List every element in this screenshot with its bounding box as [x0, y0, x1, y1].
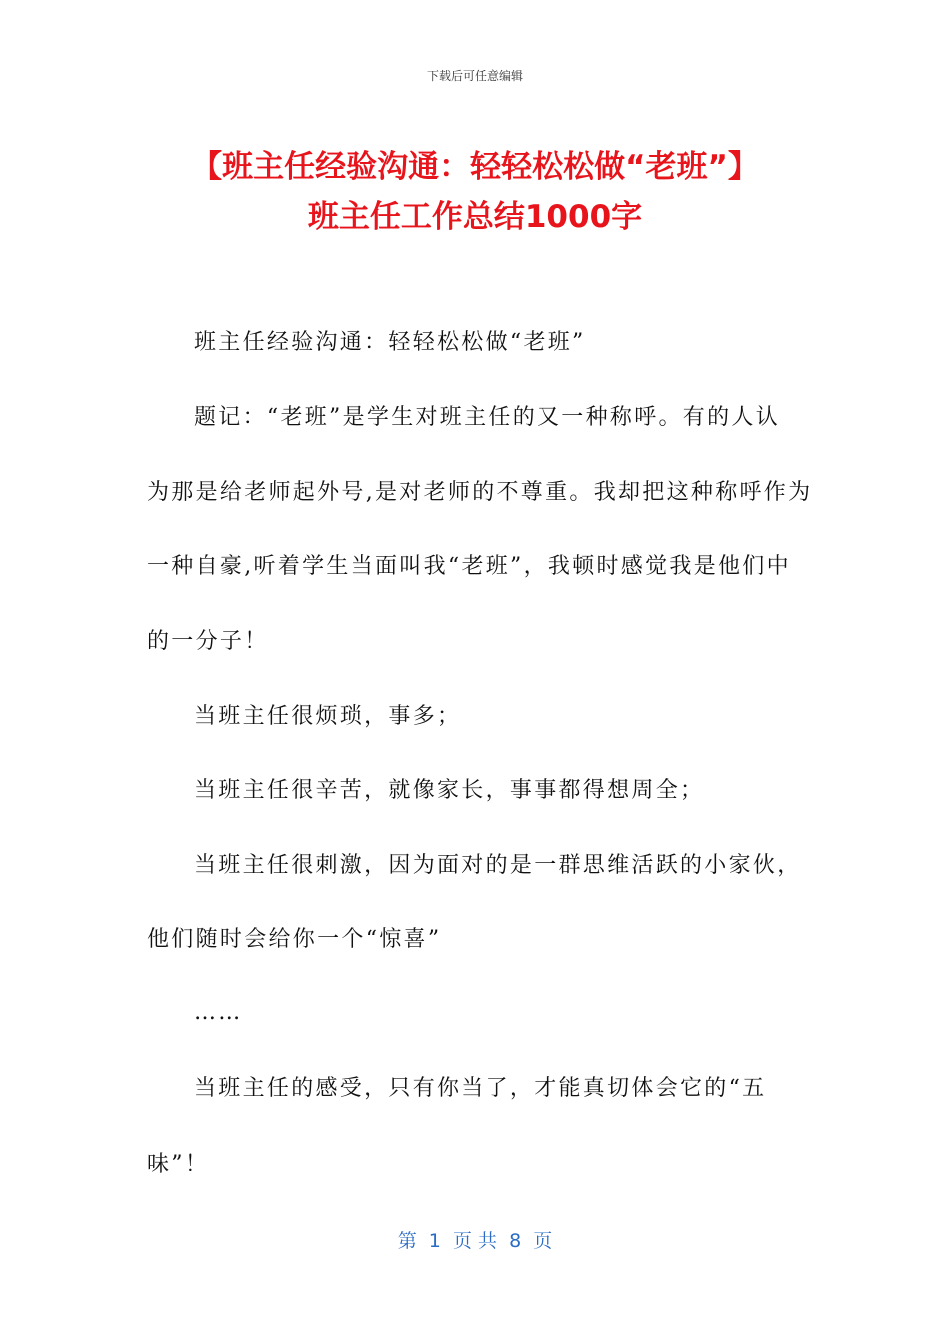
page-number-footer: 第 1 页 共 8 页: [397, 1230, 553, 1252]
paragraph-line: 他们随时会给你一个“惊喜”: [147, 927, 442, 952]
paragraph-line: 当班主任很烦琐，事多；: [194, 704, 462, 729]
paragraph-line: 当班主任的感受，只有你当了，才能真切体会它的“五: [194, 1076, 767, 1101]
title-line-2: 班主任工作总结1000字: [307, 199, 643, 235]
paragraph-line: 为那是给老师起外号,是对老师的不尊重。我却把这种称呼作为: [147, 480, 813, 505]
paragraph-line: 当班主任很辛苦，就像家长，事事都得想周全；: [194, 778, 705, 803]
document-title: [60, 142, 890, 242]
paragraph-line: 味”！: [147, 1152, 210, 1177]
title-line-1: 【班主任经验沟通：轻轻松松做“老班”】: [191, 149, 759, 185]
paragraph-line: 当班主任很刺激，因为面对的是一群思维活跃的小家伙，: [194, 853, 802, 878]
paragraph-line: 一种自豪,听着学生当面叫我“老班”，我顿时感觉我是他们中: [147, 554, 791, 579]
paragraph-line: ……: [194, 1000, 243, 1025]
header-note: 下载后可任意编辑: [426, 69, 523, 83]
paragraph-line: 题记：“老班”是学生对班主任的又一种称呼。有的人认: [194, 405, 780, 430]
paragraph-line: 的一分子！: [147, 629, 269, 654]
paragraph-line: 班主任经验沟通：轻轻松松做“老班”: [194, 330, 586, 355]
